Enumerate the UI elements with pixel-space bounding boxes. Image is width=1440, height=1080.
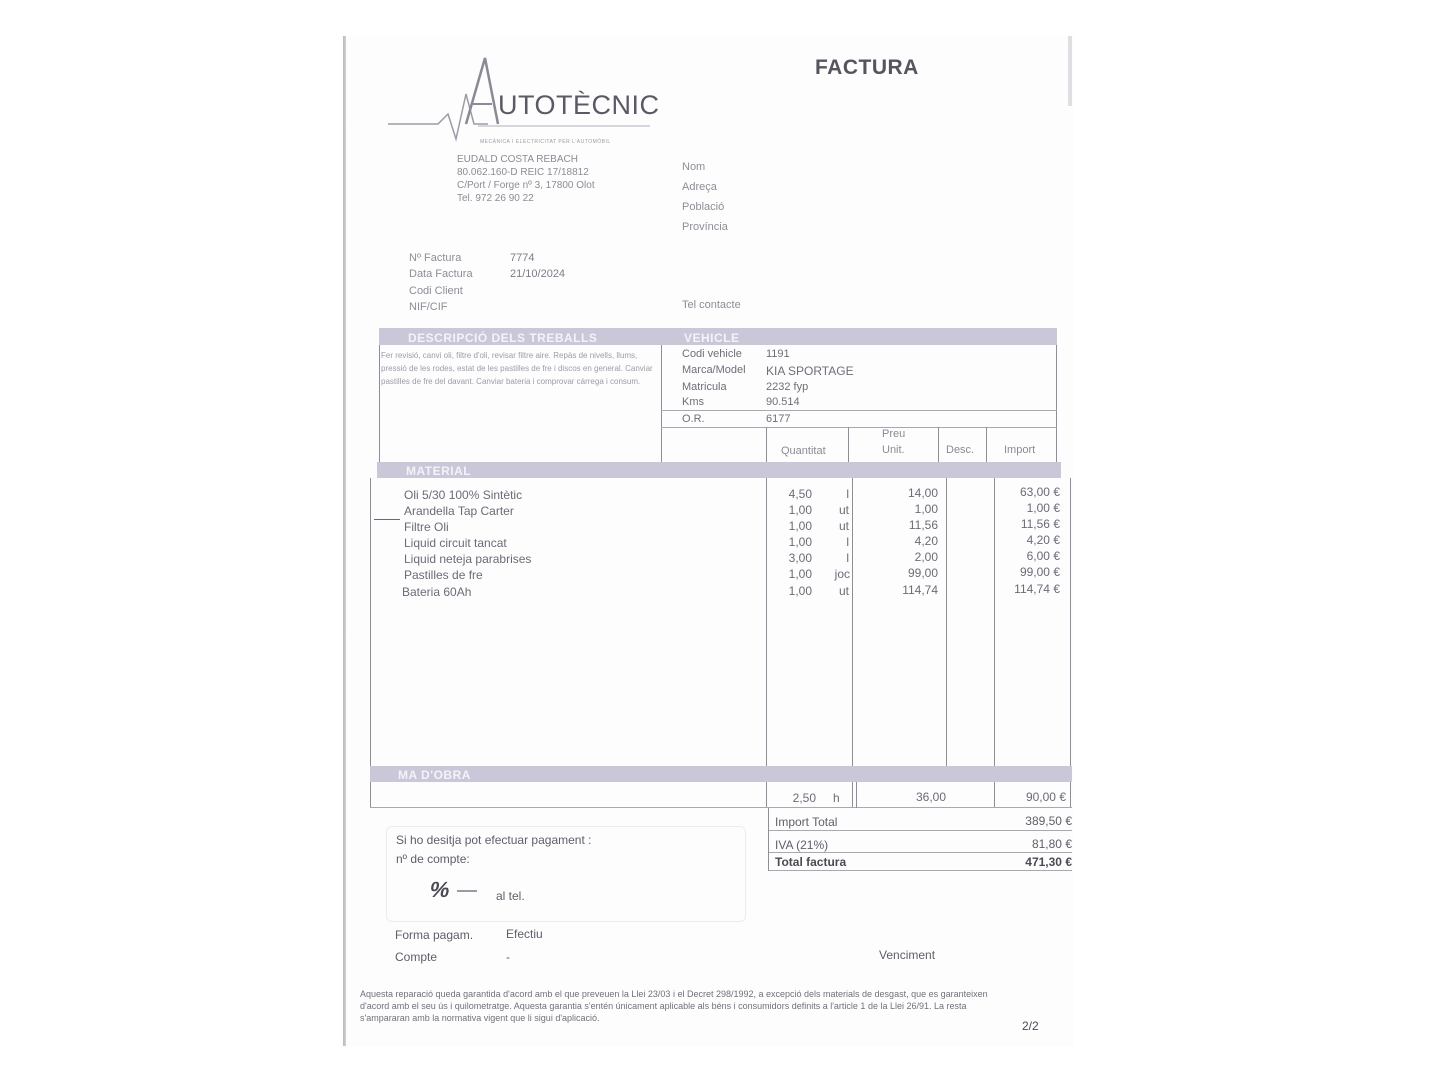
vehicle-plate-label: Matricula — [682, 381, 727, 393]
labour-price: 36,00 — [915, 790, 946, 804]
vehicle-model-label: Marca/Model — [682, 364, 746, 376]
material-amount: 114,74 € — [1014, 582, 1060, 596]
invoice-date-label: Data Factura — [409, 268, 473, 280]
material-unit: l — [846, 487, 849, 501]
vehicle-kms-label: Kms — [682, 396, 704, 408]
col-line — [766, 478, 767, 808]
material-unit: l — [846, 535, 849, 549]
material-amount: 63,00 € — [1019, 485, 1060, 499]
col-line — [852, 478, 853, 808]
payment-phone-text: al tel. — [496, 889, 525, 903]
client-town-label: Població — [682, 201, 725, 213]
material-price: 11,56 — [908, 518, 938, 532]
invoice-number-label: Nº Factura — [409, 252, 462, 264]
total-value: 471,30 € — [1025, 855, 1072, 869]
logo-wordmark: UTOTÈCNIC — [498, 90, 660, 120]
client-code-label: Codi Client — [409, 285, 463, 297]
material-amount: 11,56 € — [1020, 517, 1060, 531]
material-amount: 99,00 € — [1019, 565, 1060, 579]
table-left-line — [370, 478, 371, 808]
client-phone-label: Tel contacte — [682, 299, 741, 311]
labour-section-title: MA D'OBRA — [398, 768, 471, 782]
client-name-label: Nom — [682, 161, 706, 173]
col-line — [994, 478, 995, 808]
client-address-label: Adreça — [682, 181, 717, 193]
vat-value: 81,80 € — [1031, 837, 1072, 851]
total-label: Total factura — [775, 855, 847, 869]
col-line — [946, 478, 947, 766]
material-qty: 1,00 — [788, 519, 812, 533]
box-left-line — [379, 345, 380, 462]
material-qty: 1,00 — [788, 584, 812, 598]
vehicle-or-label: O.R. — [682, 413, 705, 425]
page-number: 2/2 — [1022, 1019, 1039, 1033]
material-amount: 1,00 € — [1026, 501, 1060, 515]
material-band — [377, 462, 1061, 478]
material-price: 1,00 — [914, 502, 938, 516]
material-unit: l — [846, 551, 849, 565]
labour-unit: h — [833, 791, 840, 805]
material-qty: 1,00 — [788, 535, 812, 549]
box-right-line — [1056, 345, 1057, 462]
material-price: 114,74 — [902, 583, 938, 597]
header-col-line — [938, 427, 939, 462]
material-price: 2,00 — [914, 550, 938, 564]
material-unit: ut — [838, 519, 849, 533]
bizum-dash — [457, 890, 477, 892]
material-description: Liquid neteja parabrises — [404, 552, 532, 566]
material-description: Bateria 60Ah — [402, 585, 472, 599]
material-section-title: MATERIAL — [406, 464, 472, 478]
work-description: Fer revisió, canvi oli, filtre d'oli, revisar filtre aire. Repàs de nivells, llums, pressió de les rodes, estat de les pastilles de fre i discos en general. Canviar pastilles de fre del davant. Canviar bateria i comprovar càrrega i consum. — [381, 351, 653, 386]
material-description: Arandella Tap Carter — [404, 504, 514, 518]
labour-col-line — [856, 782, 857, 808]
col-discount-header: Desc. — [946, 444, 975, 456]
material-price: 4,20 — [914, 534, 938, 548]
margin-tick — [374, 519, 400, 520]
company-info — [457, 153, 595, 205]
col-unit-price-header-bottom: Unit. — [882, 444, 905, 456]
payment-note-line1: Si ho desitja pot efectuar pagament : — [396, 833, 592, 847]
vat-label: IVA (21%) — [775, 838, 829, 852]
totals-left-line — [768, 808, 769, 871]
material-description: Liquid circuit tancat — [404, 536, 507, 550]
vehicle-sep-line — [661, 410, 1057, 411]
subtotal-label: Import Total — [775, 815, 838, 829]
material-amount: 6,00 € — [1026, 549, 1060, 563]
bizum-icon: % — [427, 877, 453, 902]
header-col-line — [848, 427, 849, 462]
totals-line — [768, 830, 1072, 831]
page-edge-right — [1068, 36, 1072, 106]
labour-amount: 90,00 € — [1025, 790, 1066, 804]
labour-qty: 2,50 — [792, 791, 816, 805]
subtotal-value: 389,50 € — [1025, 814, 1072, 828]
company-line: C/Port / Forge nº 3, 17800 Olot — [457, 180, 595, 191]
client-province-label: Província — [682, 221, 728, 233]
material-price: 14,00 — [907, 486, 938, 500]
company-line: Tel. 972 26 90 22 — [457, 193, 534, 204]
material-qty: 3,00 — [788, 551, 812, 565]
vehicle-or-value: 6177 — [766, 413, 791, 425]
material-description: Pastilles de fre — [404, 568, 483, 582]
col-amount-header: Import — [1004, 444, 1036, 456]
company-line: EUDALD COSTA REBACH — [457, 154, 578, 165]
table-right-line — [1070, 478, 1071, 808]
payment-method-label: Forma pagam. — [395, 928, 474, 942]
totals-line — [768, 852, 1072, 853]
material-unit: joc — [834, 567, 850, 581]
header-col-line — [766, 427, 767, 462]
material-unit: ut — [838, 503, 849, 517]
payment-note-line2: nº de compte: — [396, 852, 470, 866]
totals-bottom-line — [768, 870, 1072, 871]
company-line: 80.062.160-D REIC 17/18812 — [457, 167, 589, 178]
vehicle-code-label: Codi vehicle — [682, 348, 742, 360]
header-col-line — [986, 427, 987, 462]
labour-band — [370, 766, 1072, 782]
payment-method-value: Efectiu — [506, 927, 543, 941]
material-description: Oli 5/30 100% Sintètic — [404, 488, 523, 502]
payment-account-value: - — [506, 950, 510, 964]
material-qty: 4,50 — [788, 487, 812, 501]
material-qty: 1,00 — [788, 567, 812, 581]
work-section-title: DESCRIPCIÓ DELS TREBALLS — [408, 331, 598, 345]
due-date-label: Venciment — [879, 948, 936, 962]
material-qty: 1,00 — [788, 503, 812, 517]
material-price: 99,00 — [907, 566, 938, 580]
col-quantity-header: Quantitat — [781, 445, 826, 457]
document-title: FACTURA — [815, 56, 919, 79]
vehicle-code-value: 1191 — [766, 348, 790, 360]
col-unit-price-header-top: Preu — [882, 428, 906, 440]
vehicle-bottom-line — [661, 427, 1057, 428]
vehicle-model-value: KIA SPORTAGE — [766, 364, 854, 378]
labour-bottom-line — [370, 807, 1072, 808]
payment-account-label: Compte — [395, 950, 438, 964]
material-amount: 4,20 € — [1026, 533, 1060, 547]
vehicle-kms-value: 90.514 — [766, 396, 800, 408]
work-vehicle-divider — [661, 345, 662, 462]
material-description: Filtre Oli — [404, 520, 449, 534]
legal-notice: Aquesta reparació queda garantida d'acord amb el que preveuen la Llei 23/03 i el Decret 298/1992, a excepció dels materials de desgast, que es garanteixen d'acord amb el seu ús i quilometratge. Aquesta garantia s'entén únicament aplicable als béns i consumidors definits a l'article 1 de la Llei 26/91. La resta s'ampararan amb la normativa vigent que li sigui d'aplicació. — [360, 989, 988, 1023]
vehicle-plate-value: 2232 fyp — [766, 381, 809, 393]
invoice-date-value: 21/10/2024 — [510, 268, 566, 280]
nif-label: NIF/CIF — [409, 301, 448, 313]
material-unit: ut — [838, 584, 849, 598]
vehicle-section-title: VEHICLE — [684, 331, 740, 345]
invoice-number-value: 7774 — [510, 252, 535, 264]
logo-tagline: MECÀNICA I ELECTRICITAT PER L'AUTOMÒBIL — [480, 139, 611, 145]
